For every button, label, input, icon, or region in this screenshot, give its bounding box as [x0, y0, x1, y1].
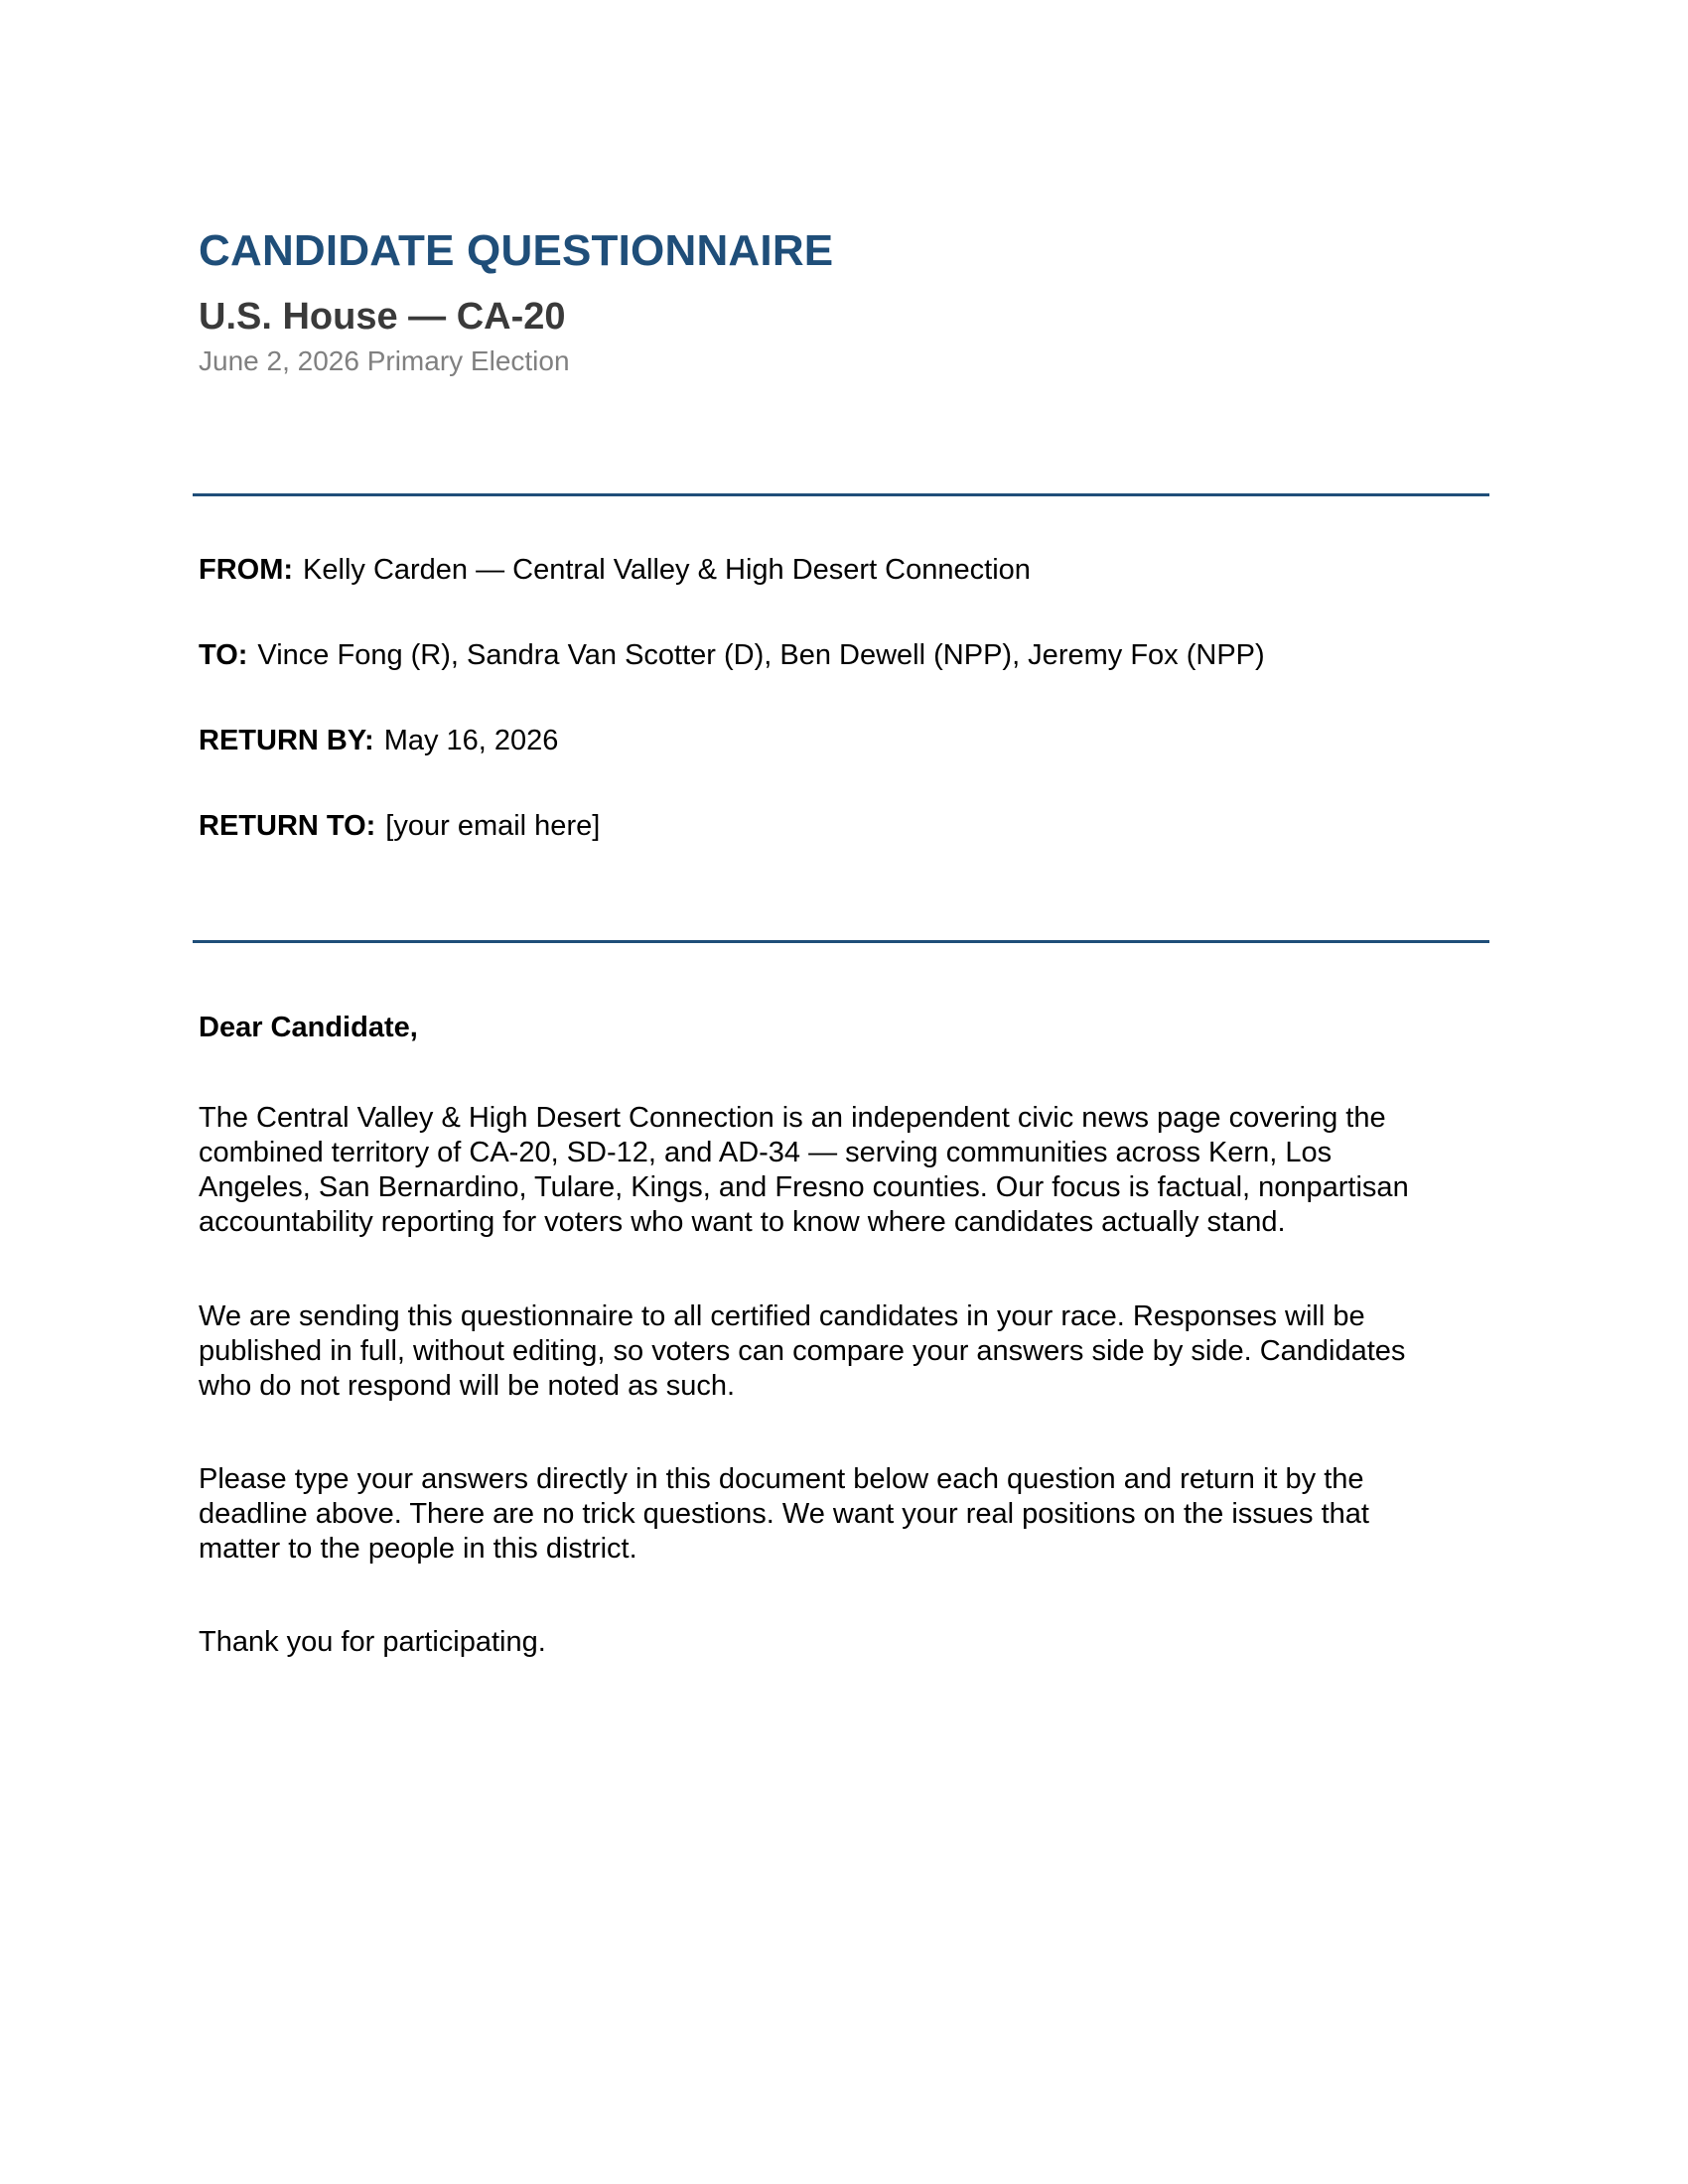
from-value: Kelly Carden — Central Valley & High Desert Connection	[303, 554, 1031, 586]
return-to-value: [your email here]	[385, 810, 601, 842]
from-label: FROM:	[199, 554, 294, 586]
paragraph-line: Angeles, San Bernardino, Tulare, Kings, and Fresno counties. Our focus is factual, nonpartisan	[199, 1171, 1409, 1203]
closing-line: Thank you for participating.	[199, 1626, 546, 1658]
election-date: June 2, 2026 Primary Election	[199, 345, 570, 376]
paragraph-line: accountability reporting for voters who want to know where candidates actually stand.	[199, 1206, 1286, 1238]
from-field	[199, 554, 1031, 587]
paragraph-line: The Central Valley & High Desert Connection is an independent civic news page covering the	[199, 1102, 1386, 1134]
intro-paragraph	[199, 1101, 1499, 1240]
to-value: Vince Fong (R), Sandra Van Scotter (D), Ben Dewell (NPP), Jeremy Fox (NPP)	[257, 639, 1265, 671]
return-to-field	[199, 810, 600, 843]
paragraph-line: matter to the people in this district.	[199, 1533, 637, 1565]
return-by-label: RETURN BY:	[199, 725, 374, 756]
paragraph-line: Please type your answers directly in this document below each question and return it by the	[199, 1463, 1364, 1495]
salutation: Dear Candidate,	[199, 1012, 418, 1043]
paragraph-line: deadline above. There are no trick questions. We want your real positions on the issues that	[199, 1498, 1369, 1530]
return-by-field	[199, 725, 558, 757]
fields-divider	[193, 940, 1489, 943]
to-field	[199, 639, 1265, 672]
race-subtitle: U.S. House — CA-20	[199, 296, 566, 338]
paragraph-line: who do not respond will be noted as such.	[199, 1370, 736, 1402]
header-divider	[193, 493, 1489, 496]
return-by-value: May 16, 2026	[383, 725, 559, 756]
document-title: CANDIDATE QUESTIONNAIRE	[199, 226, 834, 275]
paragraph-line: published in full, without editing, so voters can compare your answers side by side. Candidates	[199, 1335, 1406, 1367]
publication-paragraph	[199, 1299, 1499, 1404]
return-to-label: RETURN TO:	[199, 810, 376, 842]
instructions-paragraph	[199, 1462, 1499, 1567]
to-label: TO:	[199, 639, 248, 671]
paragraph-line: We are sending this questionnaire to all certified candidates in your race. Responses will be	[199, 1300, 1365, 1332]
paragraph-line: combined territory of CA-20, SD-12, and AD-34 — serving communities across Kern, Los	[199, 1137, 1333, 1168]
